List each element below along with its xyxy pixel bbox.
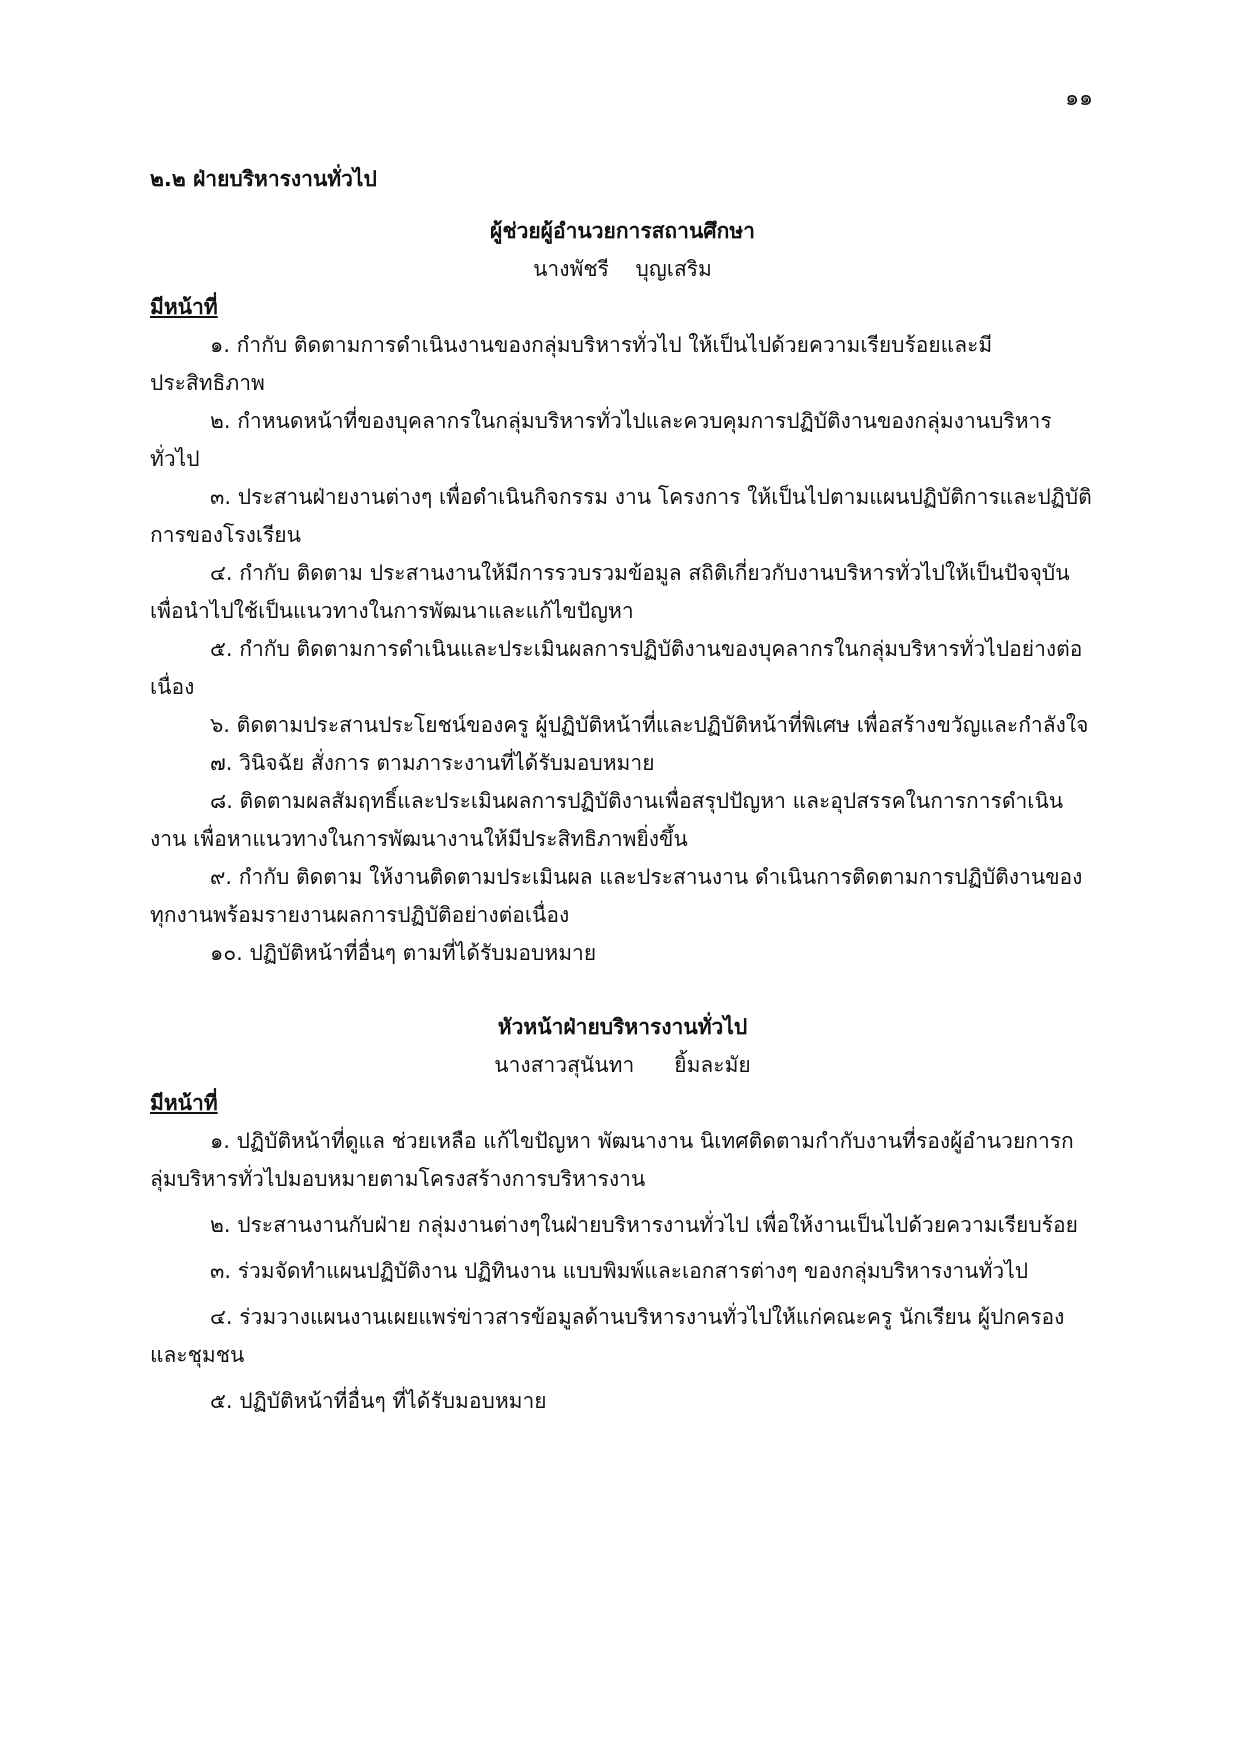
- duty-item: ๓. ร่วมจัดทำแผนปฏิบัติงาน ปฏิทินงาน แบบพิมพ์และเอกสารต่างๆ ของกลุ่มบริหารงานทั่วไป: [210, 1259, 1029, 1283]
- duty-item: ๕. กำกับ ติดตามการดำเนินและประเมินผลการปฏิบัติงานของบุคลากรในกลุ่มบริหารทั่วไปอย่างต่อเนื่อง: [150, 637, 1083, 699]
- page-number: ๑๑: [1065, 86, 1093, 111]
- duties-label: มีหน้าที่: [150, 295, 218, 319]
- assistant-director-section: [150, 212, 1095, 972]
- duty-item: ๒. ประสานงานกับฝ่าย กลุ่มงานต่างๆในฝ่ายบริหารงานทั่วไป เพื่อให้งานเป็นไปด้วยความเรียบร้อย: [210, 1213, 1078, 1237]
- document-body: [150, 160, 1095, 1428]
- duty-item: ๔. ร่วมวางแผนงานเผยแพร่ข่าวสารข้อมูลด้านบริหารงานทั่วไปให้แก่คณะครู นักเรียน ผู้ปกครองและชุมชน: [150, 1305, 1065, 1367]
- section-heading: ๒.๒ ฝ่ายบริหารงานทั่วไป: [150, 167, 377, 191]
- person-name: นางสาวสุนันทา ยิ้มละมัย: [494, 1053, 751, 1077]
- duty-item: ๑. ปฏิบัติหน้าที่ดูแล ช่วยเหลือ แก้ไขปัญหา พัฒนางาน นิเทศติดตามกำกับงานที่รองผู้อำนวยการกลุ่มบริหารทั่วไปมอบหมายตามโครงสร้างการบริหารงาน: [150, 1129, 1074, 1191]
- role-title: หัวหน้าฝ่ายบริหารงานทั่วไป: [497, 1015, 748, 1039]
- duty-item: ๑. กำกับ ติดตามการดำเนินงานของกลุ่มบริหารทั่วไป ให้เป็นไปด้วยความเรียบร้อยและมีประสิทธิภาพ: [150, 333, 993, 395]
- duties-label: มีหน้าที่: [150, 1091, 218, 1115]
- role-title: ผู้ช่วยผู้อำนวยการสถานศึกษา: [490, 219, 755, 243]
- duty-item: ๘. ติดตามผลสัมฤทธิ์และประเมินผลการปฏิบัติงานเพื่อสรุปปัญหา และอุปสรรคในการการดำเนินงาน เพื่อหาแนวทางในการพัฒนางานให้มีประสิทธิภาพยิ่งขึ้น: [150, 789, 1064, 851]
- duty-item: ๖. ติดตามประสานประโยชน์ของครู ผู้ปฏิบัติหน้าที่และปฏิบัติหน้าที่พิเศษ เพื่อสร้างขวัญและกำลังใจ: [210, 713, 1089, 737]
- duty-item: ๕. ปฏิบัติหน้าที่อื่นๆ ที่ได้รับมอบหมาย: [210, 1389, 547, 1413]
- duty-item: ๓. ประสานฝ่ายงานต่างๆ เพื่อดำเนินกิจกรรม งาน โครงการ ให้เป็นไปตามแผนปฏิบัติการและปฏิบัติการของโรงเรียน: [150, 485, 1092, 547]
- department-head-section: [150, 1008, 1095, 1420]
- duty-item: ๙. กำกับ ติดตาม ให้งานติดตามประเมินผล และประสานงาน ดำเนินการติดตามการปฏิบัติงานของทุกงานพร้อมรายงานผลการปฏิบัติอย่างต่อเนื่อง: [150, 865, 1083, 927]
- duty-item: ๗. วินิจฉัย สั่งการ ตามภาระงานที่ได้รับมอบหมาย: [210, 751, 655, 775]
- duty-item: ๔. กำกับ ติดตาม ประสานงานให้มีการรวบรวมข้อมูล สถิติเกี่ยวกับงานบริหารทั่วไปให้เป็นปัจจุบัน เพื่อนำไปใช้เป็นแนวทางในการพัฒนาและแก้ไขปัญหา: [150, 561, 1070, 623]
- duty-item: ๒. กำหนดหน้าที่ของบุคลากรในกลุ่มบริหารทั่วไปและควบคุมการปฏิบัติงานของกลุ่มงานบริหารทั่วไป: [150, 409, 1052, 471]
- duty-item: ๑๐. ปฏิบัติหน้าที่อื่นๆ ตามที่ได้รับมอบหมาย: [210, 941, 597, 965]
- person-name: นางพัชรี บุญเสริม: [533, 257, 712, 281]
